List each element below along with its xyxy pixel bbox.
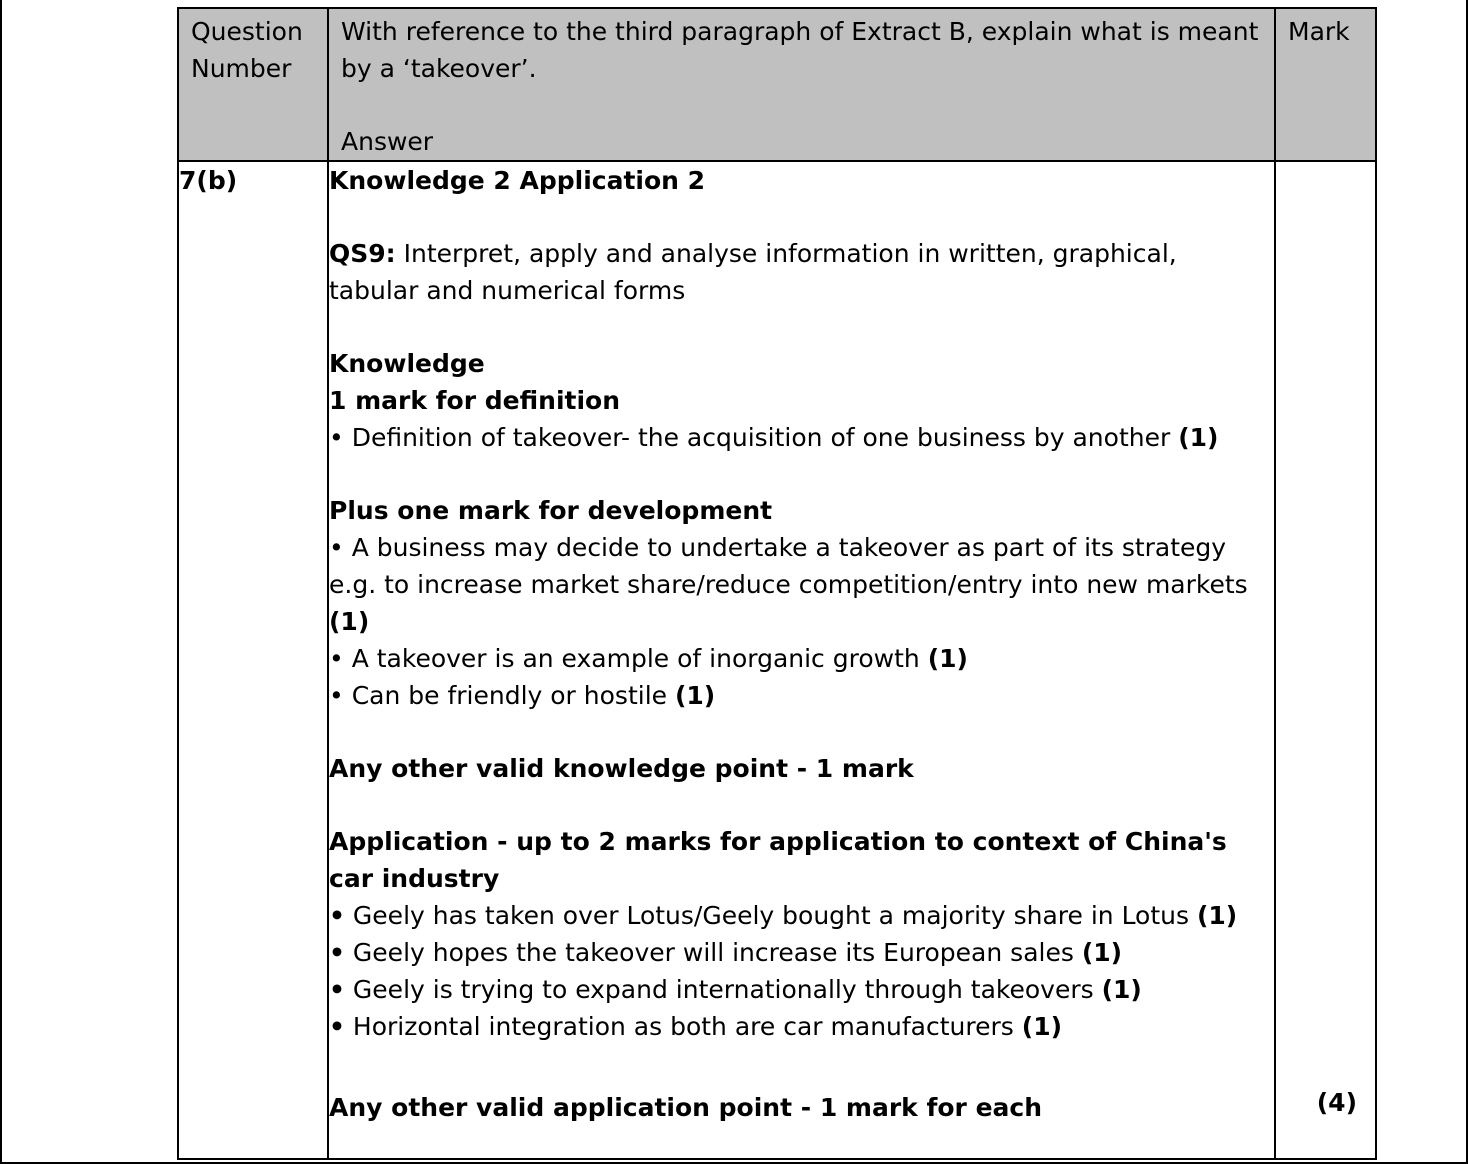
point-text: • Definition of takeover- the acquisition of one business by another: [329, 423, 1179, 452]
question-header: [328, 8, 1275, 161]
knowledge-subheading: 1 mark for definition: [329, 386, 621, 415]
list-item: [329, 640, 1274, 677]
point-mark: (1): [1101, 975, 1142, 1004]
question-number-header: [178, 8, 328, 161]
qs9-text: Interpret, apply and analyse information in written, graphical, tabular and numerical forms: [329, 239, 1177, 305]
answer-row: [178, 161, 1376, 1159]
answer-label: Answer: [341, 127, 434, 156]
mark-cell: [1275, 161, 1376, 1159]
question-number: [178, 161, 328, 1159]
qs9-line: [329, 235, 1274, 309]
mark-header: [1275, 8, 1376, 161]
list-item: [329, 971, 1274, 1008]
total-mark: (4): [1316, 1088, 1357, 1117]
point-text: Geely has taken over Lotus/Geely bought a majority share in Lotus: [344, 901, 1197, 930]
list-item: [329, 419, 1274, 456]
development-heading: Plus one mark for development: [329, 496, 773, 525]
point-mark: (1): [1178, 423, 1219, 452]
list-item: [329, 677, 1274, 714]
list-item: [329, 529, 1274, 640]
bullet: •: [329, 1012, 345, 1041]
point-text: • A business may decide to undertake a takeover as part of its strategy e.g. to increase market share/reduce competition/entry into new markets: [329, 533, 1248, 599]
point-text: • Can be friendly or hostile: [329, 681, 675, 710]
ao-title: Knowledge 2 Application 2: [329, 166, 706, 195]
other-application: Any other valid application point - 1 mark for each: [329, 1093, 1043, 1122]
question-number-label: Question Number: [191, 17, 303, 83]
question-number-value: 7(b): [179, 166, 238, 195]
answer-content: [328, 161, 1275, 1159]
point-mark: (1): [927, 644, 968, 673]
page-border-left: [0, 0, 2, 1164]
mark-label: Mark: [1288, 17, 1350, 46]
point-mark: (1): [1021, 1012, 1063, 1041]
knowledge-heading: Knowledge: [329, 349, 485, 378]
point-text: Geely hopes the takeover will increase its European sales: [344, 938, 1082, 967]
list-item: [329, 897, 1274, 934]
point-text: • A takeover is an example of inorganic growth: [329, 644, 928, 673]
other-knowledge: Any other valid knowledge point - 1 mark: [329, 754, 914, 783]
qs9-label: QS9:: [329, 239, 396, 268]
question-text: With reference to the third paragraph of Extract B, explain what is meant by a ‘takeover’.: [341, 17, 1259, 83]
point-text: Geely is trying to expand internationally through takeovers: [344, 975, 1102, 1004]
point-text: Horizontal integration as both are car manufacturers: [344, 1012, 1022, 1041]
point-mark: (1): [1081, 938, 1123, 967]
bullet: •: [329, 975, 345, 1004]
list-item: [329, 1008, 1274, 1045]
point-mark: (1): [674, 681, 716, 710]
bullet: •: [329, 938, 345, 967]
header-row: [178, 8, 1376, 161]
list-item: [329, 934, 1274, 971]
bullet: •: [329, 901, 345, 930]
mark-scheme-table: [177, 7, 1377, 1160]
point-mark: (1): [329, 607, 370, 636]
point-mark: (1): [1196, 901, 1238, 930]
application-heading: Application - up to 2 marks for application to context of China's car industry: [329, 827, 1227, 893]
